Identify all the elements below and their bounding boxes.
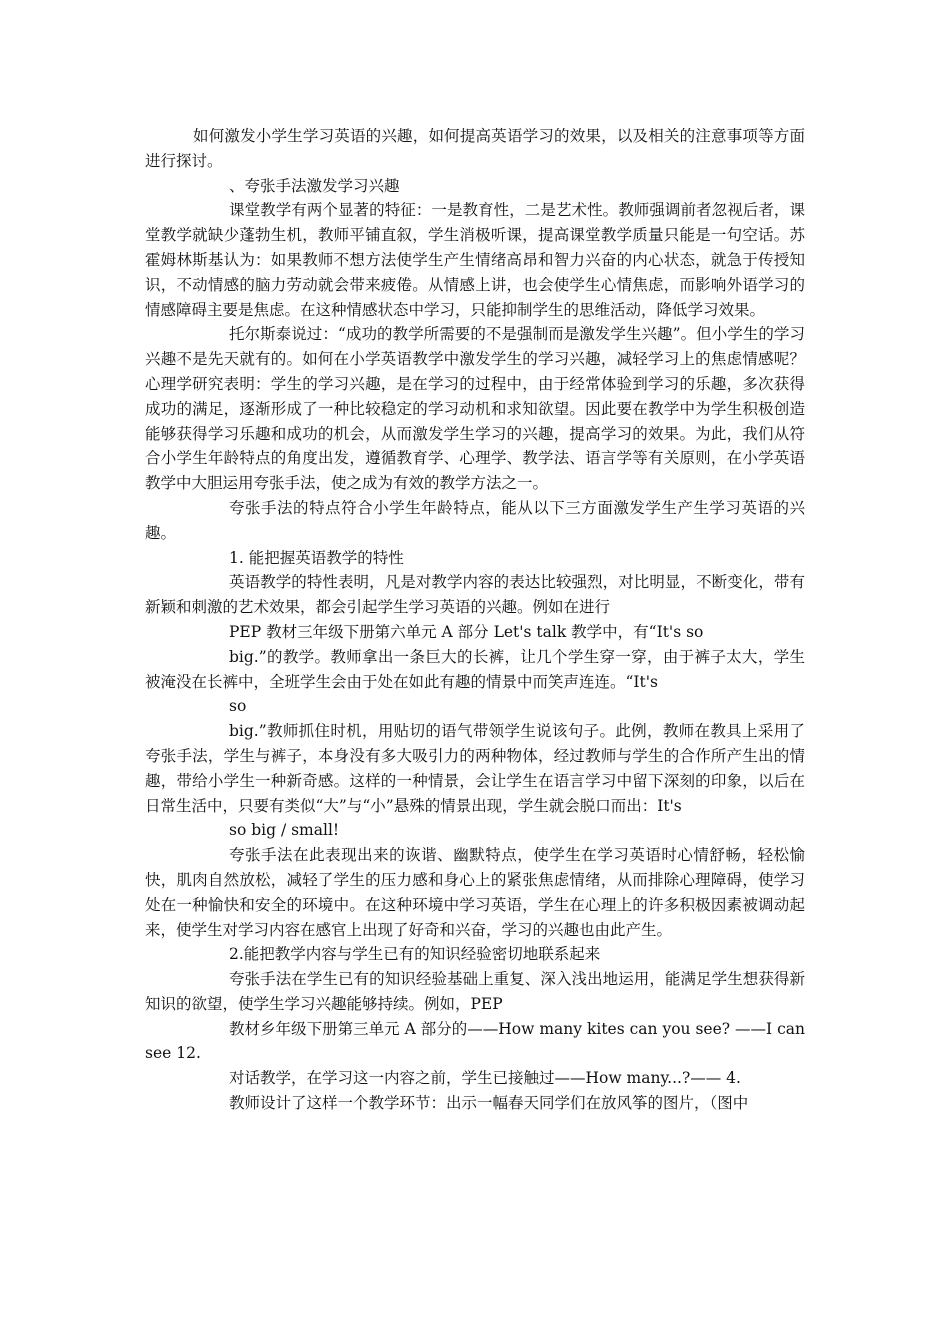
- body-paragraph: PEP 教材三年级下册第六单元 A 部分 Let's talk 教学中，有“It's so: [229, 622, 704, 641]
- document-page: [145, 124, 805, 1116]
- intro-paragraph: 如何激发小学生学习英语的兴趣，如何提高英语学习的效果，以及相关的注意事项等方面进行探讨。: [145, 127, 805, 170]
- body-paragraph: 教材乡年级下册第三单元 A 部分的——How many kites can you see? ——I can see 12.: [145, 1019, 805, 1063]
- body-paragraph: so: [229, 697, 247, 716]
- body-paragraph: 夸张手法在此表现出来的诙谐、幽默特点，使学生在学习英语时心情舒畅，轻松愉快，肌肉自然放松，减轻了学生的压力感和身心上的紧张焦虑情绪，从而排除心理障碍，使学习处在一种愉快和安全的环境中。在这种环境中学习英语，学生在心理上的许多积极因素被调动起来，使学生对学习内容在感官上出现了好奇和兴奋，学习的兴趣也由此产生。: [145, 846, 805, 939]
- body-paragraph: 夸张手法的特点符合小学生年龄特点，能从以下三方面激发学生产生学习英语的兴趣。: [145, 498, 805, 542]
- section-heading: 、夸张手法激发学习兴趣: [229, 176, 400, 195]
- body-paragraph: 英语教学的特性表明，凡是对教学内容的表达比较强烈，对比明显，不断变化，带有新颖和刺激的艺术效果，都会引起学生学习英语的兴趣。例如在进行: [145, 573, 805, 617]
- body-paragraph: 课堂教学有两个显著的特征：一是教育性，二是艺术性。教师强调前者忽视后者，课堂教学就缺少蓬勃生机，教师平铺直叙，学生消极听课，提高课堂教学质量只能是一句空话。苏霍姆林斯基认为：如果教师不想方法使学生产生情绪高昂和智力兴奋的内心状态，就急于传授知识，不动情感的脑力劳动就会带来疲倦。从情感上讲，也会使学生心情焦虑，而影响外语学习的情感障碍主要是焦虑。在这种情感状态中学习，只能抑制学生的思维活动，降低学习效果。: [145, 201, 805, 319]
- subheading-2: 2.能把教学内容与学生已有的知识经验密切地联系起来: [229, 945, 601, 964]
- body-paragraph: big.”的教学。教师拿出一条巨大的长裤，让几个学生穿一穿，由于裤子太大，学生被淹没在长裤中，全班学生会由于处在如此有趣的情景中而笑声连连。“It's: [145, 647, 805, 691]
- body-paragraph: so big / small!: [229, 821, 340, 840]
- body-paragraph: 对话教学，在学习这一内容之前，学生已接触过——How many...?—— 4.: [229, 1069, 741, 1088]
- subheading-1: 1. 能把握英语教学的特性: [229, 548, 404, 567]
- body-paragraph: 托尔斯泰说过：“成功的教学所需要的不是强制而是激发学生兴趣”。但小学生的学习兴趣不是先天就有的。如何在小学英语教学中激发学生的学习兴趣，减轻学习上的焦虑情感呢？心理学研究表明：学生的学习兴趣，是在学习的过程中，由于经常体验到学习的乐趣，多次获得成功的满足，逐渐形成了一种比较稳定的学习动机和求知欲望。因此要在教学中为学生积极创造能够获得学习乐趣和成功的机会，从而激发学生学习的兴趣，提高学习的效果。为此，我们从符合小学生年龄特点的角度出发，遵循教育学、心理学、教学法、语言学等有关原则，在小学英语教学中大胆运用夸张手法，使之成为有效的教学方法之一。: [145, 325, 805, 493]
- body-paragraph: big.”教师抓住时机，用贴切的语气带领学生说该句子。此例，教师在教具上采用了夸张手法，学生与裤子，本身没有多大吸引力的两种物体，经过教师与学生的合作所产生出的情趣，带给小学生一种新奇感。这样的一种情景，会让学生在语言学习中留下深刻的印象，以后在日常生活中，只要有类似“大”与“小”悬殊的情景出现，学生就会脱口而出：It's: [145, 722, 805, 815]
- body-paragraph: 教师设计了这样一个教学环节：出示一幅春天同学们在放风筝的图片，（图中: [229, 1094, 749, 1113]
- body-paragraph: 夸张手法在学生已有的知识经验基础上重复、深入浅出地运用，能满足学生想获得新知识的欲望，使学生学习兴趣能够持续。例如，PEP: [145, 970, 805, 1013]
